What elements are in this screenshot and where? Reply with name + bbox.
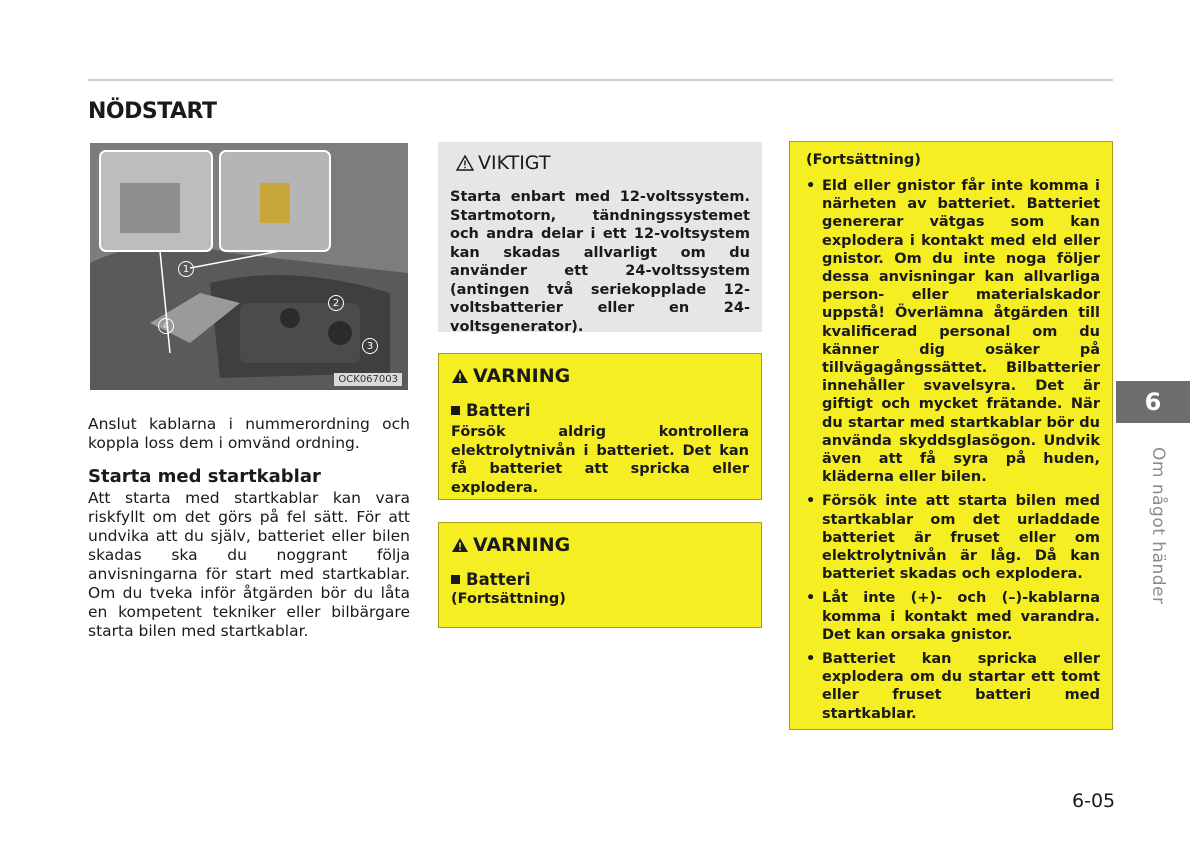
warning-triangle-outline-icon xyxy=(456,155,474,171)
callout-marker-4: 4 xyxy=(158,318,174,334)
list-item: • Batteriet kan spricka eller explodera om du startar ett tomt eller fruset batteri med startkablar. xyxy=(806,650,1100,723)
warning-title: VARNING xyxy=(473,534,571,556)
chapter-tab: 6 xyxy=(1116,381,1190,423)
engine-bay-photo xyxy=(90,143,408,390)
important-title: VIKTIGT xyxy=(478,152,551,174)
warning-subtitle-row xyxy=(451,570,749,589)
figure-code: OCK067003 xyxy=(334,373,402,386)
warning-title-row xyxy=(451,365,749,387)
warning-title-row xyxy=(451,534,749,556)
important-notice xyxy=(438,142,762,335)
top-rule xyxy=(88,79,1113,81)
warning-subtitle-row xyxy=(451,401,749,420)
continuation-heading: (Fortsättning) xyxy=(806,152,921,168)
warning-box-battery xyxy=(438,353,762,500)
page-title: NÖDSTART xyxy=(88,99,217,124)
square-bullet-icon xyxy=(451,575,460,584)
list-item: • Eld eller gnistor får inte komma i närheten av batteriet. Batteriet genererar vätgas som kan explodera i kontakt med eld eller gnistor. Om du inte noga följer dessa anvisningar kan allvarliga person- eller materialskador uppstå! Överlämna åtgärden till kvalificerad personal om du känner dig osäker på tillvägagångssättet. Bilbatterier innehåller svavelsyra. Det är giftigt och mycket frätande. När du startar med startkablar bör du använda skyddsglasögon. Undvik även att få syra på huden, kläderna eller bilen. xyxy=(806,177,1100,486)
warning-continuation-box xyxy=(789,141,1113,730)
callout-marker-3: 3 xyxy=(362,338,378,354)
section-heading: Starta med startkablar xyxy=(88,466,321,487)
engine-bay-illustration xyxy=(90,143,408,390)
warning-bullet-list xyxy=(806,177,1100,723)
callout-marker-2: 2 xyxy=(328,295,344,311)
section-body: Att starta med startkablar kan vara riskfyllt om det görs på fel sätt. För att undvika att du själv, batteriet eller bilen skadas ska du noggrant följa anvisningarna för start med startkablar. Om du tveka inför åtgärden bör du låta en kompetent tekniker eller bilbärgare starta bilen med startkablar. xyxy=(88,489,410,640)
important-text: Starta enbart med 12-voltssystem. Startmotorn, tändningssystemet och andra delar i ett 12-voltsystem kan skadas allvarligt om du använder ett 24-voltssystem (antingen två seriekopplade 12-voltsbatterier eller en 24-voltsgenerator). xyxy=(450,189,750,335)
warning-title: VARNING xyxy=(473,365,571,387)
list-item: • Låt inte (+)- och (–)-kablarna komma i kontakt med varandra. Det kan orsaka gnistor. xyxy=(806,589,1100,644)
list-item: • Försök inte att starta bilen med startkablar om det urladdade batteriet är fruset eller om elektrolytnivån är låg. Då kan batteriet skadas och explodera. xyxy=(806,492,1100,583)
callout-marker-1: 1 xyxy=(178,261,194,277)
warning-triangle-icon xyxy=(451,537,469,553)
warning-subtitle: Batteri xyxy=(466,570,531,589)
warning-box-battery-continued xyxy=(438,522,762,628)
warning-continued-label: (Fortsättning) xyxy=(451,591,566,607)
figure-caption: Anslut kablarna i nummerordning och koppla loss dem i omvänd ordning. xyxy=(88,415,410,452)
chapter-title: Om något händer xyxy=(1148,447,1168,605)
page-number: 6-05 xyxy=(1072,790,1116,812)
square-bullet-icon xyxy=(451,406,460,415)
important-title-row xyxy=(456,152,750,174)
warning-subtitle: Batteri xyxy=(466,401,531,420)
warning-text: Försök aldrig kontrollera elektrolytnivån i batteriet. Det kan få batteriet att spricka eller explodera. xyxy=(451,424,749,496)
warning-triangle-icon xyxy=(451,368,469,384)
